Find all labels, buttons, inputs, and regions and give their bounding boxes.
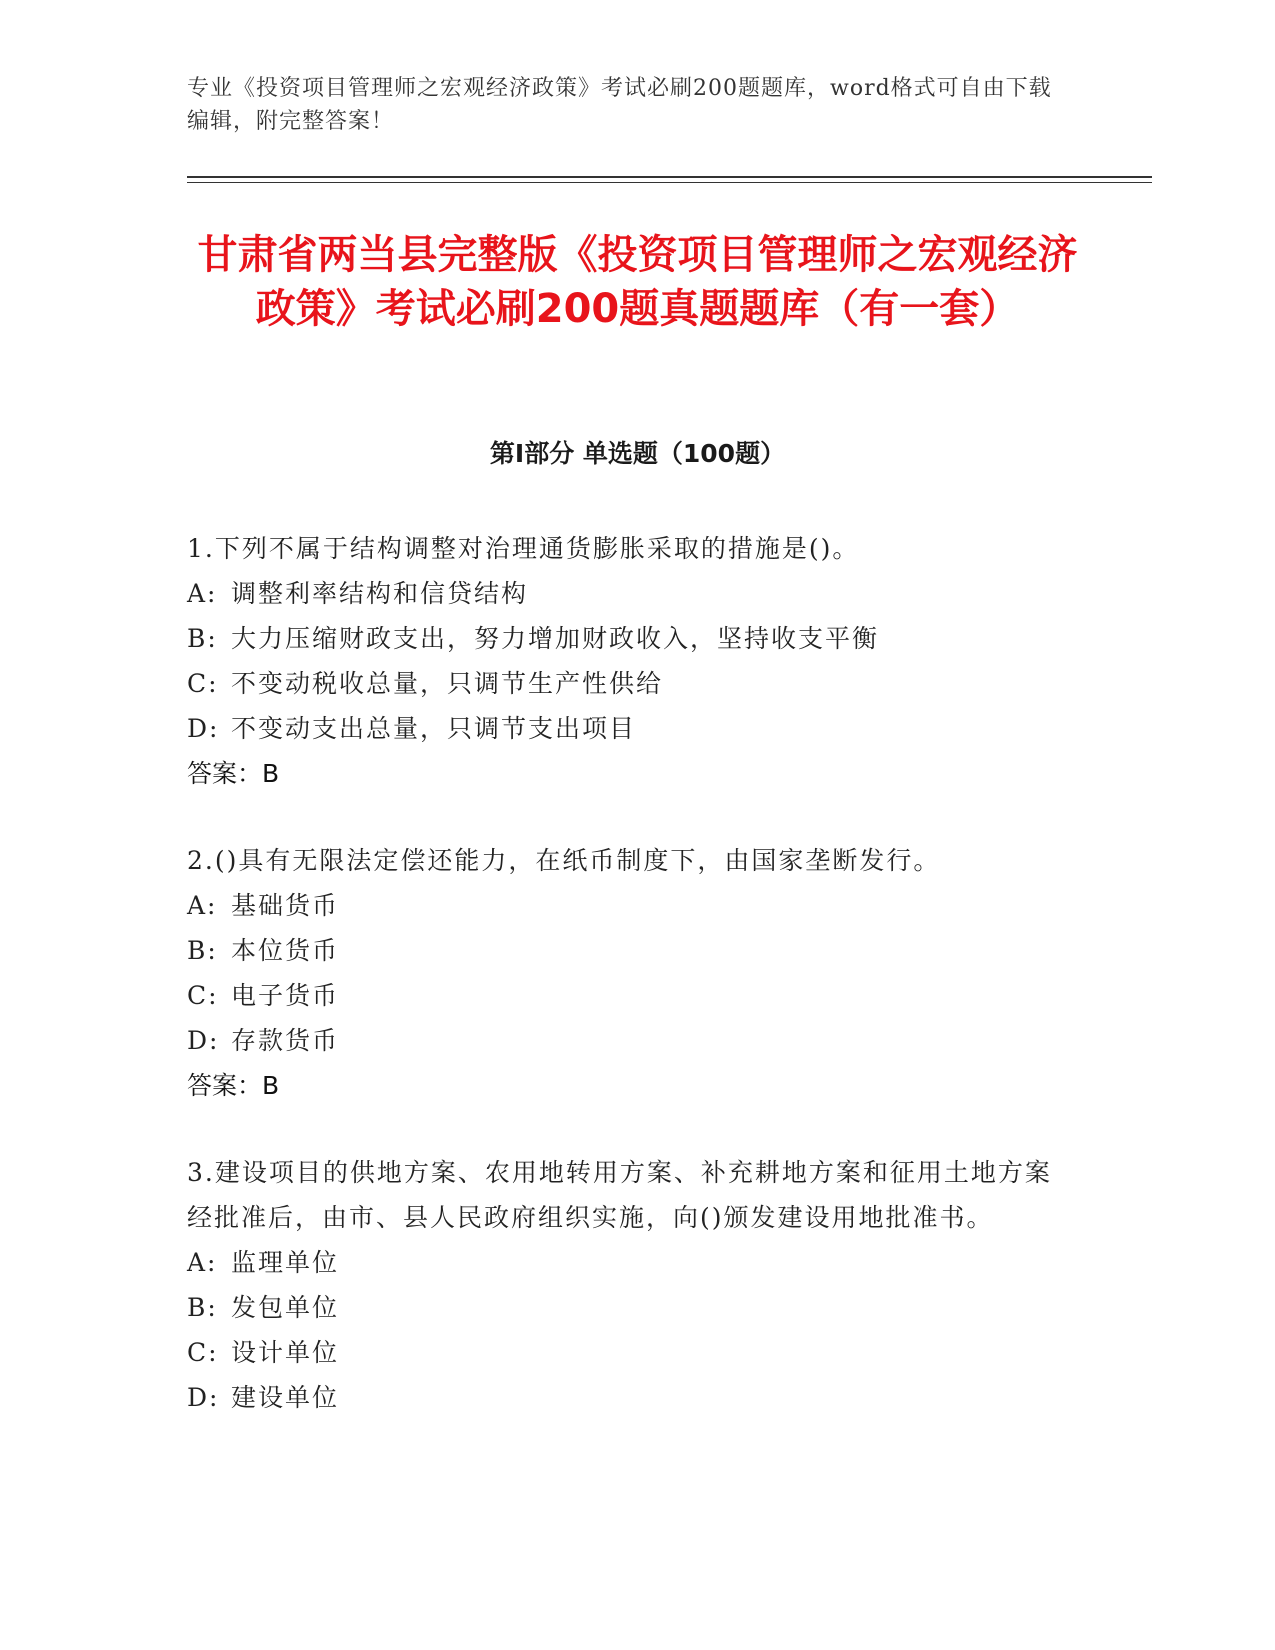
option-d bbox=[187, 706, 1067, 751]
option-letter: B: bbox=[187, 936, 218, 965]
option-letter: A: bbox=[187, 891, 218, 920]
option-text: 不变动税收总量，只调节生产性供给 bbox=[231, 669, 664, 698]
option-text: 监理单位 bbox=[231, 1248, 340, 1277]
option-text: 调整利率结构和信贷结构 bbox=[231, 579, 529, 608]
question-list bbox=[187, 526, 1067, 1462]
option-c bbox=[187, 1330, 1067, 1375]
option-text: 基础货币 bbox=[231, 891, 340, 920]
question-text: 1.下列不属于结构调整对治理通货膨胀采取的措施是()。 bbox=[187, 534, 860, 563]
option-letter: A: bbox=[187, 1248, 218, 1277]
option-text: 大力压缩财政支出，努力增加财政收入，坚持收支平衡 bbox=[231, 624, 880, 653]
header-rule-thick bbox=[187, 176, 1152, 178]
document-title: 甘肃省两当县完整版《投资项目管理师之宏观经济政策》考试必刷200题真题题库（有一套） bbox=[197, 232, 1078, 332]
option-letter: B: bbox=[187, 1293, 218, 1322]
option-a bbox=[187, 883, 1067, 928]
section-title: 第Ⅰ部分 单选题（100题） bbox=[489, 439, 786, 468]
answer-value: B bbox=[262, 1071, 280, 1100]
option-text: 设计单位 bbox=[231, 1338, 340, 1367]
option-text: 电子货币 bbox=[231, 981, 340, 1010]
option-c bbox=[187, 973, 1067, 1018]
option-b bbox=[187, 928, 1067, 973]
option-text: 建设单位 bbox=[231, 1383, 340, 1412]
question-text: 3.建设项目的供地方案、农用地转用方案、补充耕地方案和征用土地方案经批准后，由市、县人民政府组织实施，向()颁发建设用地批准书。 bbox=[187, 1158, 1052, 1232]
option-text: 发包单位 bbox=[231, 1293, 340, 1322]
option-text: 不变动支出总量，只调节支出项目 bbox=[231, 714, 637, 743]
option-b bbox=[187, 1285, 1067, 1330]
option-c bbox=[187, 661, 1067, 706]
question-3 bbox=[187, 1150, 1067, 1420]
answer-value: B bbox=[262, 759, 280, 788]
answer-line bbox=[187, 1063, 1067, 1108]
option-letter: C: bbox=[187, 669, 219, 698]
option-a bbox=[187, 1240, 1067, 1285]
answer-prefix: 答案： bbox=[187, 1071, 263, 1100]
header-rule-thin bbox=[187, 182, 1152, 183]
option-letter: B: bbox=[187, 624, 218, 653]
answer-line bbox=[187, 751, 1067, 796]
option-b bbox=[187, 616, 1067, 661]
option-letter: D: bbox=[187, 1026, 220, 1055]
option-a bbox=[187, 571, 1067, 616]
option-d bbox=[187, 1375, 1067, 1420]
question-2 bbox=[187, 838, 1067, 1108]
option-letter: A: bbox=[187, 579, 218, 608]
option-d bbox=[187, 1018, 1067, 1063]
question-text: 2.()具有无限法定偿还能力，在纸币制度下，由国家垄断发行。 bbox=[187, 846, 941, 875]
option-text: 本位货币 bbox=[231, 936, 340, 965]
header-note: 专业《投资项目管理师之宏观经济政策》考试必刷200题题库，word格式可自由下载编辑，附完整答案！ bbox=[187, 76, 1052, 134]
option-letter: C: bbox=[187, 1338, 219, 1367]
answer-prefix: 答案： bbox=[187, 759, 263, 788]
option-letter: D: bbox=[187, 714, 220, 743]
question-1 bbox=[187, 526, 1067, 796]
option-text: 存款货币 bbox=[231, 1026, 340, 1055]
option-letter: D: bbox=[187, 1383, 220, 1412]
option-letter: C: bbox=[187, 981, 219, 1010]
